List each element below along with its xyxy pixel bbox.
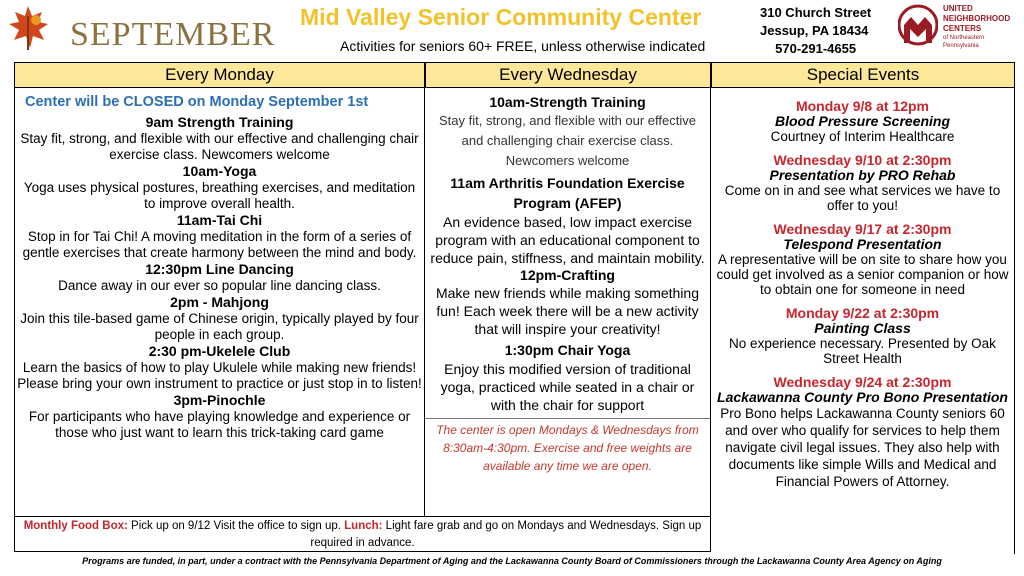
- event-item: [711, 305, 1014, 366]
- monday-item: [15, 343, 424, 392]
- address-city: Jessup, PA 18434: [760, 23, 869, 38]
- event-date: Wednesday 9/17 at 2:30pm: [773, 221, 952, 237]
- item-title: 2:30 pm-Ukelele Club: [148, 343, 291, 359]
- food-box-notice: [14, 516, 711, 552]
- event-date: Wednesday 9/24 at 2:30pm: [773, 374, 952, 390]
- event-item: [711, 152, 1014, 213]
- event-item: [711, 221, 1014, 297]
- item-description: Stay fit, strong, and flexible with our effective and challenging chair exercise class. Newcomers welcome: [20, 131, 419, 162]
- item-description: Learn the basics of how to play Ukulele while making new friends! Please bring your own instrument to practice or just stop in to listen!: [17, 360, 422, 391]
- monday-item: [15, 261, 424, 294]
- hours-note: The center is open Mondays & Wednesdays from 8:30am-4:30pm. Exercise and free weights are available any time we are open.: [425, 418, 710, 475]
- item-description: Stop in for Tai Chi! A moving meditation in the form of a series of gentle exercises that create harmony between the mind and body.: [22, 229, 417, 260]
- logo-line: NEIGHBORHOOD: [943, 14, 1011, 23]
- special-events-column-header: Special Events: [711, 62, 1015, 88]
- special-events-column: [711, 88, 1015, 554]
- lunch-text: Light fare grab and go on Mondays and Wednesdays. Sign up required in advance.: [310, 520, 702, 549]
- monday-item: [15, 114, 424, 163]
- logo-line: UNITED: [943, 4, 973, 13]
- item-title: 3pm-Pinochle: [173, 392, 266, 408]
- logo-text: [943, 4, 1010, 50]
- wednesday-item: [425, 94, 710, 171]
- wednesday-item: [425, 173, 710, 267]
- monday-item: [15, 212, 424, 261]
- logo-line: of Northeastern: [943, 35, 985, 41]
- item-description: Make new friends while making something fun! Each week there will be a new activity that will inspire your creativity!: [435, 285, 699, 337]
- event-title: Painting Class: [814, 320, 911, 336]
- wednesday-column-header: Every Wednesday: [425, 62, 711, 88]
- closed-notice: Center will be CLOSED on Monday September 1st: [25, 94, 369, 110]
- item-title: 1:30pm Chair Yoga: [504, 342, 631, 358]
- item-title: 11am Arthritis Foundation Exercise Program (AFEP): [450, 175, 685, 211]
- phone-number: 570-291-4655: [775, 41, 857, 56]
- event-title: Blood Pressure Screening: [774, 113, 951, 129]
- subtitle: Activities for seniors 60+ FREE, unless otherwise indicated: [340, 38, 706, 54]
- united-neighborhood-logo-icon: [898, 3, 938, 53]
- monday-item: [15, 294, 424, 343]
- wednesday-item: [425, 267, 710, 338]
- autumn-leaf-icon: [6, 4, 50, 52]
- event-description: Come on in and see what services we have to offer to you!: [724, 183, 1001, 213]
- wednesday-item: [425, 340, 710, 414]
- food-box-label: Monthly Food Box:: [23, 520, 128, 532]
- funding-footer: Programs are funded, in part, under a contract with the Pennsylvania Department of Aging and the Lackawanna County Board of Commissioners through the Lackawanna County Area Agency on Aging: [82, 556, 942, 566]
- center-title: Mid Valley Senior Community Center: [300, 4, 702, 30]
- address-block: [760, 4, 871, 58]
- food-box-text: Pick up on 9/12 Visit the office to sign up.: [131, 520, 341, 532]
- event-title: Lackawanna County Pro Bono Presentation: [717, 389, 1008, 405]
- event-description: A representative will be on site to share how you could get involved as a senior companion or how to obtain one for someone in need: [716, 252, 1009, 297]
- item-title: 12:30pm Line Dancing: [145, 261, 294, 277]
- lunch-label: Lunch:: [344, 520, 383, 532]
- item-title: 10am-Strength Training: [489, 94, 646, 110]
- item-title: 11am-Tai Chi: [176, 212, 263, 228]
- item-description: Stay fit, strong, and flexible with our effective and challenging chair exercise class. Newcomers welcome: [438, 113, 696, 168]
- item-description: Yoga uses physical postures, breathing exercises, and meditation to improve overall health.: [23, 180, 416, 211]
- event-title: Telespond Presentation: [783, 236, 942, 252]
- event-description: Pro Bono helps Lackawanna County seniors 60 and over who qualify for services to help them navigate civil legal issues. They also help with documents like simple Wills and Medical and Financial Powers of Attorney.: [720, 406, 1005, 489]
- item-description: An evidence based, low impact exercise program with an educational component to reduce pain, stiffness, and maintain mobility.: [430, 214, 705, 266]
- monday-column: [14, 88, 425, 516]
- item-description: Dance away in our ever so popular line dancing class.: [58, 278, 381, 293]
- item-title: 2pm - Mahjong: [170, 294, 269, 310]
- address-street: 310 Church Street: [760, 5, 872, 20]
- item-description: For participants who have playing knowledge and experience or those who just want to learn this trick-taking card game: [28, 409, 411, 440]
- month-title: SEPTEMBER: [70, 16, 276, 53]
- item-description: Enjoy this modified version of traditional yoga, practiced while seated in a chair or with the chair for support: [440, 361, 695, 413]
- item-title: 10am-Yoga: [182, 163, 257, 179]
- item-title: 12pm-Crafting: [520, 267, 615, 283]
- item-title: 9am Strength Training: [145, 114, 294, 130]
- logo-line: CENTERS: [943, 24, 982, 33]
- event-item: [711, 98, 1014, 144]
- event-date: Monday 9/22 at 2:30pm: [785, 305, 940, 321]
- event-title: Presentation by PRO Rehab: [769, 167, 956, 183]
- monday-item: [15, 392, 424, 441]
- event-date: Monday 9/8 at 12pm: [795, 98, 930, 114]
- wednesday-column: [425, 88, 711, 516]
- monday-item: [15, 163, 424, 212]
- event-description: Courtney of Interim Healthcare: [770, 129, 955, 144]
- event-description: No experience necessary. Presented by Oak Street Health: [729, 336, 996, 366]
- event-item: [711, 374, 1014, 490]
- item-description: Join this tile-based game of Chinese origin, typically played by four people in each group.: [20, 311, 419, 342]
- logo-line: Pennsylvania: [943, 43, 979, 49]
- event-date: Wednesday 9/10 at 2:30pm: [773, 152, 952, 168]
- monday-column-header: Every Monday: [14, 62, 425, 88]
